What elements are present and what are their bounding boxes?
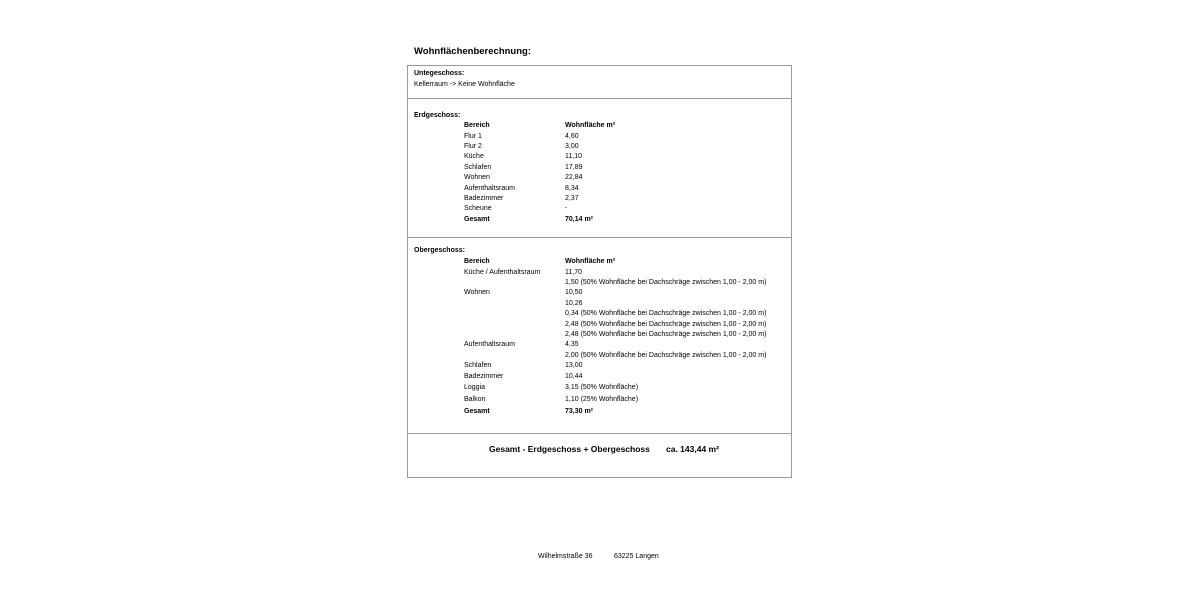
table-row-value: 3,00 — [565, 142, 579, 150]
footer-city: 63225 Langen — [614, 553, 659, 560]
table-row-value: 2,00 (50% Wohnfläche bei Dachschräge zwischen 1,00 - 2,00 m) — [565, 351, 767, 359]
table-row-value: 8,34 — [565, 184, 579, 192]
table-row-value: 13,00 — [565, 362, 583, 370]
calculation-table — [407, 65, 792, 478]
obergeschoss-total-value: 73,30 m² — [565, 408, 594, 415]
untergeschoss-text: Kellerraum -> Keine Wohnfläche — [414, 81, 515, 88]
erdgeschoss-total-label: Gesamt — [464, 216, 490, 223]
obergeschoss-col-value: Wohnfläche m² — [565, 258, 616, 265]
obergeschoss-total-label: Gesamt — [464, 408, 490, 415]
table-row-value: 10,44 — [565, 372, 583, 380]
table-row-value: 11,70 — [565, 268, 582, 276]
table-row-value: 1,10 (25% Wohnfläche) — [565, 396, 639, 403]
table-row-area: Schlafen — [464, 362, 492, 370]
table-row-area: Badezimmer — [464, 194, 504, 202]
section-untergeschoss — [408, 66, 791, 99]
table-row-value: 10,26 — [565, 299, 583, 307]
table-row-value: 0,34 (50% Wohnfläche bei Dachschräge zwischen 1,00 - 2,00 m) — [565, 310, 767, 318]
erdgeschoss-col-area: Bereich — [464, 122, 490, 129]
table-row-value: 2,37 — [565, 194, 579, 202]
erdgeschoss-col-value: Wohnfläche m² — [565, 122, 616, 129]
table-row-value: 17,89 — [565, 163, 583, 171]
grand-total-value: ca. 143,44 m² — [666, 444, 719, 454]
table-row-area: Badezimmer — [464, 372, 504, 380]
untergeschoss-heading: Untegeschoss: — [414, 70, 465, 77]
obergeschoss-heading: Obergeschoss: — [414, 247, 465, 254]
table-row-area: Aufenthaltsraum — [464, 184, 515, 192]
section-obergeschoss — [408, 237, 791, 434]
table-row-area: Scheune — [464, 205, 492, 213]
table-row-value: 22,84 — [565, 174, 583, 182]
table-row-value: 2,48 (50% Wohnfläche bei Dachschräge zwischen 1,00 - 2,00 m) — [565, 320, 767, 328]
table-row-area: Wohnen — [464, 174, 490, 182]
table-row-area: Schlafen — [464, 163, 492, 171]
table-row-area: Küche — [464, 153, 484, 161]
table-row-value: - — [565, 205, 568, 213]
obergeschoss-col-area: Bereich — [464, 258, 490, 265]
table-row-area: Flur 1 — [464, 132, 482, 140]
table-row-area: Loggia — [464, 384, 486, 391]
table-row-area: Küche / Aufenthaltsraum — [464, 268, 541, 276]
table-row-area: Wohnen — [464, 289, 490, 297]
table-row-area: Aufenthaltsraum — [464, 341, 515, 349]
table-row-area: Flur 2 — [464, 142, 482, 150]
table-row-value: 4,60 — [565, 132, 579, 140]
table-row-value: 11,10 — [565, 153, 582, 161]
table-row-value: 10,50 — [565, 289, 583, 297]
table-row-value: 1,50 (50% Wohnfläche bei Dachschräge zwischen 1,00 - 2,00 m) — [565, 278, 767, 286]
footer-street: Wilhelmstraße 36 — [538, 553, 593, 560]
erdgeschoss-heading: Erdgeschoss: — [414, 112, 461, 119]
erdgeschoss-total-value: 70,14 m² — [565, 216, 594, 223]
table-row-value: 3,15 (50% Wohnfläche) — [565, 384, 639, 391]
table-row-area: Balkon — [464, 396, 486, 403]
table-row-value: 4,35 — [565, 341, 579, 349]
grand-total-label: Gesamt - Erdgeschoss + Obergeschoss — [489, 444, 650, 454]
page-title: Wohnflächenberechnung: — [414, 46, 531, 57]
table-row-value: 2,48 (50% Wohnfläche bei Dachschräge zwischen 1,00 - 2,00 m) — [565, 330, 767, 338]
section-erdgeschoss — [408, 98, 791, 238]
